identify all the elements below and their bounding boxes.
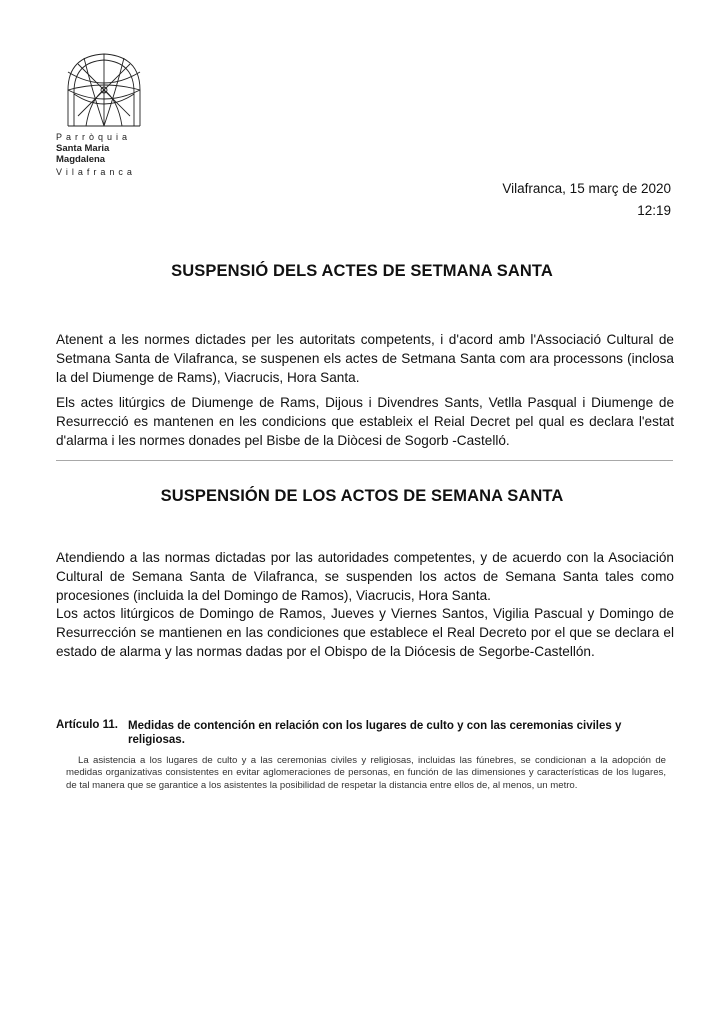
vaulted-ceiling-icon — [64, 50, 144, 128]
article-number: Artículo 11. — [56, 719, 118, 731]
article-body: La asistencia a los lugares de culto y a las ceremonias civiles y religiosas, incluidas las fúnebres, se condicionan a la adopción de medidas organizativas consistentes en evitar aglomeraciones de personas, en función de las dimensiones y características de los lugares, de tal manera que se garantice a los asistentes la posibilidad de respetar la distancia entre ellos de, al menos, un metro. — [66, 755, 666, 791]
catalan-paragraph-2: Els actes litúrgics de Diumenge de Rams, Dijous i Divendres Sants, Vetlla Pasqual i Diumenge de Resurrecció es mantenen en les condicions que estableix el Reial Decret pel qual es declara l'estat d'alarma i les normes donades pel Bisbe de la Diòcesi de Sogorb -Castelló. — [56, 395, 674, 448]
section-divider — [56, 460, 673, 461]
dateline — [502, 178, 671, 222]
spanish-title: SUSPENSIÓN DE LOS ACTOS DE SEMANA SANTA — [160, 487, 564, 505]
spanish-paragraph-2: Los actos litúrgicos de Domingo de Ramos, Jueves y Viernes Santos, Vigilia Pascual y Domingo de Resurrección se mantienen en las condiciones que establece el Real Decreto por el que se declara el estado de alarma y las normas dadas por el Obispo de la Diócesis de Segorbe-Castellón. — [56, 606, 674, 659]
catalan-paragraph-1: Atenent a les normes dictades per les autoritats competents, i d'acord amb l'Associació Cultural de Setmana Santa de Vilafranca, se suspenen els actes de Setmana Santa com ara processons (inclosa la del Diumenge de Rams), Viacrucis, Hora Santa. — [56, 332, 674, 385]
logo-line-parish-name: Santa Maria Magdalena — [56, 143, 110, 165]
catalan-title: SUSPENSIÓ DELS ACTES DE SETMANA SANTA — [171, 262, 553, 280]
date-text: Vilafranca, 15 març de 2020 — [502, 181, 671, 196]
logo-line-town: Vilafranca — [56, 167, 136, 177]
decree-excerpt — [56, 719, 666, 792]
time-text: 12:19 — [637, 203, 671, 218]
spanish-paragraph-1: Atendiendo a las normas dictadas por las autoridades competentes, y de acuerdo con la Asociación Cultural de Semana Santa de Vilafranca, se suspenden los actos de Semana Santa tales como procesiones (incluida la del Domingo de Ramos), Viacrucis, Hora Santa. — [56, 550, 674, 603]
article-heading-row — [56, 719, 666, 747]
logo-line-parroquia: Parròquia — [56, 132, 132, 142]
parish-logo — [56, 50, 156, 177]
article-heading: Medidas de contención en relación con los lugares de culto y con las ceremonias civiles y religiosas. — [128, 720, 622, 746]
